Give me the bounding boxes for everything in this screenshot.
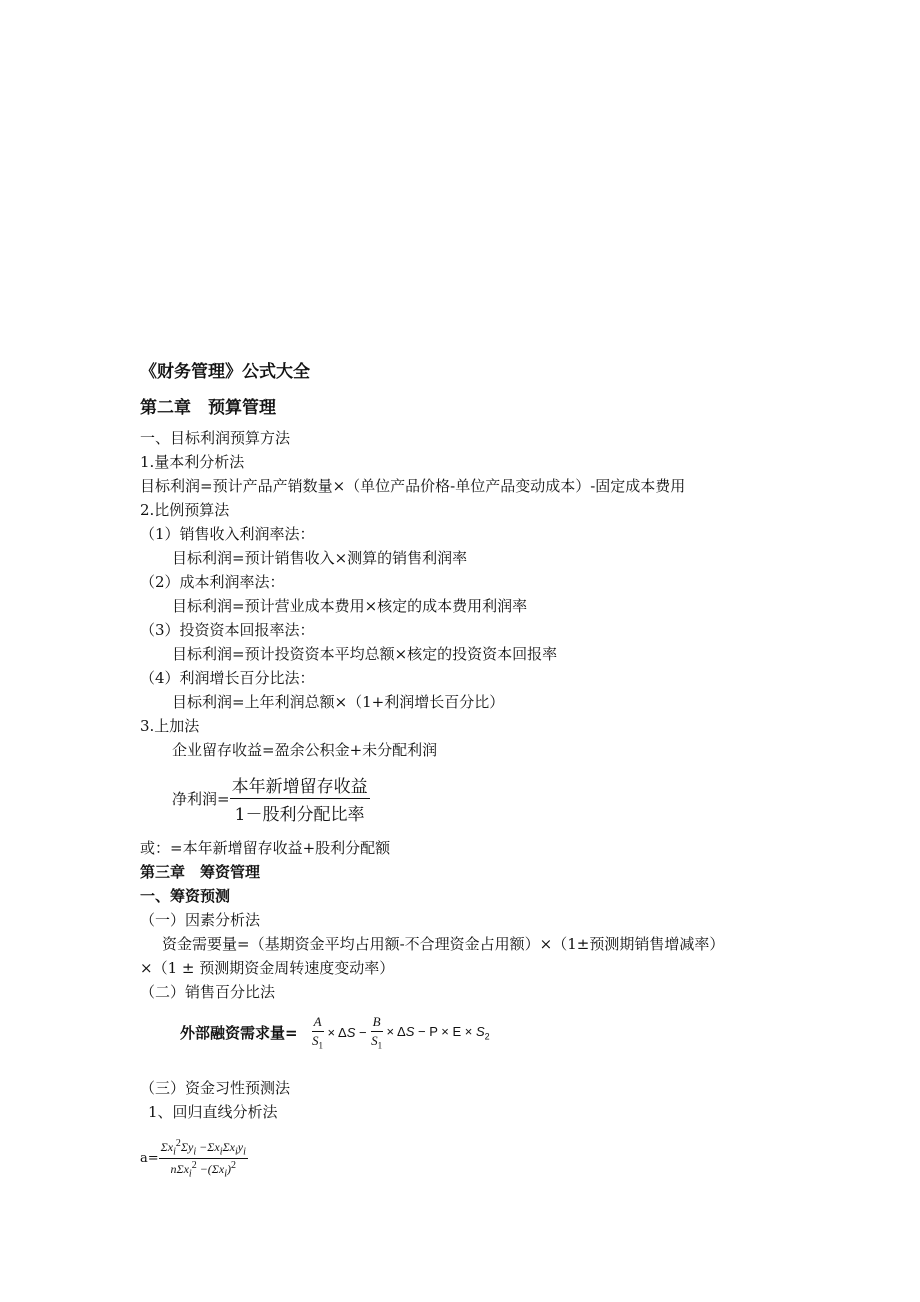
method-heading: 3.上加法 [140, 717, 200, 735]
sub-method: （一）因素分析法 [140, 911, 261, 929]
fraction [230, 772, 370, 825]
formula-label: a= [140, 1151, 159, 1167]
fraction: $\frac{\Sigma x_i^2\Sigma y_i -\Sigma x_i\Sigma x_iy_i}{n\Sigma x_i^2 -(\Sigma x_i)^2}$ [160, 1138, 246, 1180]
method-heading: 2.比例预算法 [140, 501, 230, 519]
formula-line: 目标利润=预计投资资本平均总额×核定的投资资本回报率 [172, 645, 558, 663]
formula-label: 净利润= [172, 790, 230, 808]
fraction-numerator: 本年新增留存收益 [230, 772, 370, 799]
sub-method: （4）利润增长百分比法： [140, 669, 315, 687]
method-heading: 1.量本利分析法 [140, 453, 245, 471]
method-heading: 1、回归直线分析法 [148, 1103, 278, 1121]
sub-method: （三）资金习性预测法 [140, 1079, 291, 1097]
external-financing-formula: 外部融资需求量= $\frac{A}{S_1}$ × ΔS − $\frac{B}{S_1}$ × $\Delta S - P \times E \times S_2$ [180, 1014, 490, 1051]
regression-a-formula [140, 1138, 248, 1180]
formula-line: 或：=本年新增留存收益+股利分配额 [140, 839, 391, 857]
document-title: 《财务管理》公式大全 [140, 362, 310, 382]
sub-method: （2）成本利润率法： [140, 573, 285, 591]
sub-method: （1）销售收入利润率法： [140, 525, 315, 543]
formula-line: 目标利润=预计营业成本费用×核定的成本费用利润率 [172, 597, 528, 615]
formula-line: 资金需要量=（基期资金平均占用额-不合理资金占用额）×（1±预测期销售增减率） [162, 935, 725, 953]
formula-label: 外部融资需求量= [180, 1023, 298, 1042]
formula-line-continued: ×（1 ± 预测期资金周转速度变动率） [140, 959, 395, 977]
fraction-b-over-s1: $\frac{B}{S_1}$ [371, 1014, 383, 1051]
sub-method: （3）投资资本回报率法： [140, 621, 315, 639]
section-heading: 一、筹资预测 [140, 887, 231, 905]
fraction-a-over-s1: $\frac{A}{S_1}$ [312, 1014, 324, 1051]
formula-line: 目标利润=预计产品产销数量×（单位产品价格-单位产品变动成本）-固定成本费用 [140, 477, 686, 495]
net-profit-formula [172, 772, 370, 825]
formula-line: 企业留存收益=盈余公积金+未分配利润 [172, 741, 438, 759]
sub-method: （二）销售百分比法 [140, 983, 276, 1001]
chapter-3-heading: 第三章 筹资管理 [140, 863, 261, 881]
section-heading: 一、目标利润预算方法 [140, 429, 291, 447]
fraction-denominator: 1－股利分配比率 [234, 805, 365, 825]
formula-line: 目标利润=上年利润总额×（1+利润增长百分比） [172, 693, 505, 711]
formula-line: 目标利润=预计销售收入×测算的销售利润率 [172, 549, 468, 567]
chapter-2-heading: 第二章 预算管理 [140, 398, 276, 418]
